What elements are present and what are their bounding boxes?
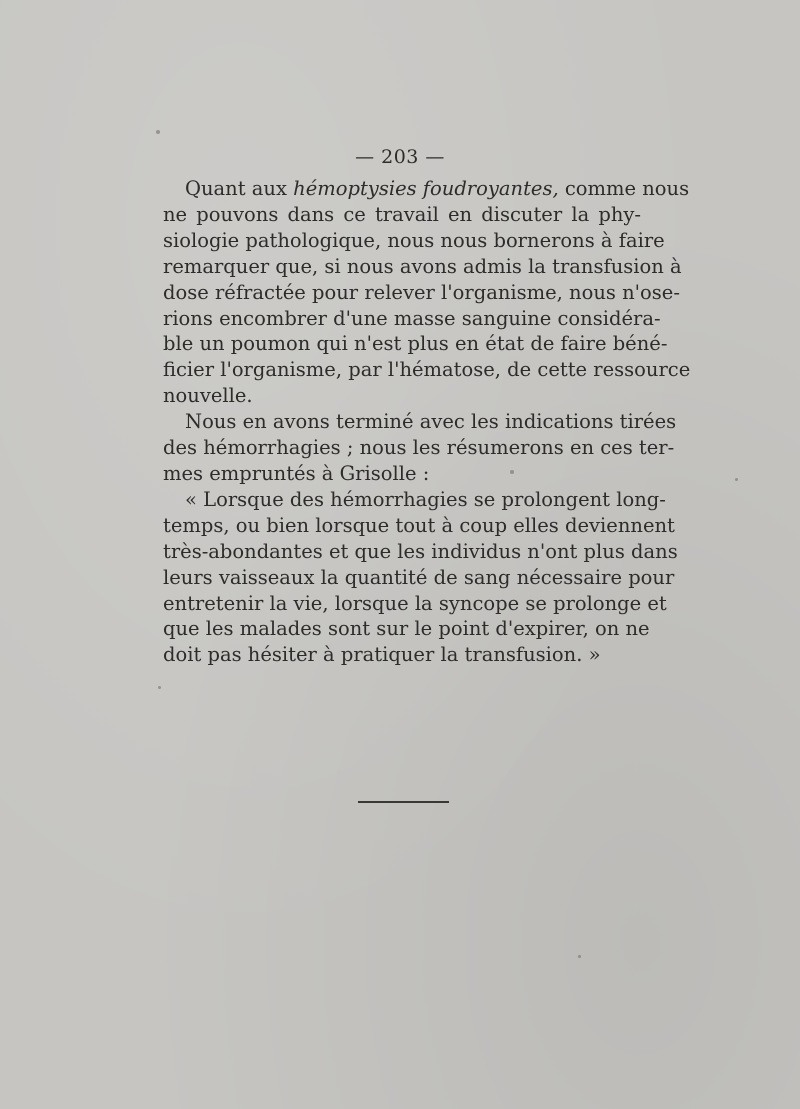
section-divider: [358, 801, 449, 803]
text-line: ble un poumon qui n'est plus en état de faire béné-: [163, 332, 668, 356]
text-line: leurs vaisseaux la quantité de sang nécessaire pour: [163, 565, 675, 589]
paper-speck: [578, 955, 581, 958]
text-line: mes empruntés à Grisolle :: [163, 461, 430, 485]
paper-speck: [156, 130, 160, 134]
text-line: temps, ou bien lorsque tout à coup elles deviennent: [163, 513, 675, 537]
italic-term: hémoptysies foudroyantes,: [293, 177, 559, 200]
text-line: doit pas hésiter à pratiquer la transfusion. »: [163, 643, 601, 667]
text-line: [163, 176, 690, 202]
paragraph-grisolle-quote: [163, 487, 678, 668]
text-fragment: comme nous: [558, 177, 690, 200]
text-line: Nous en avons terminé avec les indications tirées: [185, 410, 677, 434]
text-line: que les malades sont sur le point d'expirer, on ne: [163, 617, 650, 641]
text-line: des hémorrhagies ; nous les résumerons en ces ter-: [163, 436, 675, 460]
text-fragment: Quant aux: [185, 177, 294, 200]
paper-speck: [510, 470, 514, 474]
text-line: remarquer que, si nous avons admis la transfusion à: [163, 254, 682, 278]
text-line: siologie pathologique, nous nous bornerons à faire: [163, 228, 665, 252]
paragraph-hemoptysies: [163, 176, 691, 409]
text-line: entretenir la vie, lorsque la syncope se prolonge et: [163, 591, 667, 615]
paper-speck: [735, 478, 738, 481]
paper-speck: [158, 686, 161, 689]
text-line: ne pouvons dans ce travail en discuter la phy-: [163, 202, 641, 226]
text-line: dose réfractée pour relever l'organisme, nous n'ose-: [163, 280, 680, 304]
page-number: — 203 —: [355, 146, 445, 168]
paragraph-indications: [163, 409, 677, 487]
text-line: rions encombrer d'une masse sanguine considéra-: [163, 306, 661, 330]
text-line: nouvelle.: [163, 384, 253, 408]
text-line: très-abondantes et que les individus n'ont plus dans: [163, 539, 678, 563]
body-text: [163, 176, 691, 668]
text-line: « Lorsque des hémorrhagies se prolongent long-: [185, 487, 666, 511]
text-line: ficier l'organisme, par l'hématose, de cette ressource: [163, 358, 691, 382]
